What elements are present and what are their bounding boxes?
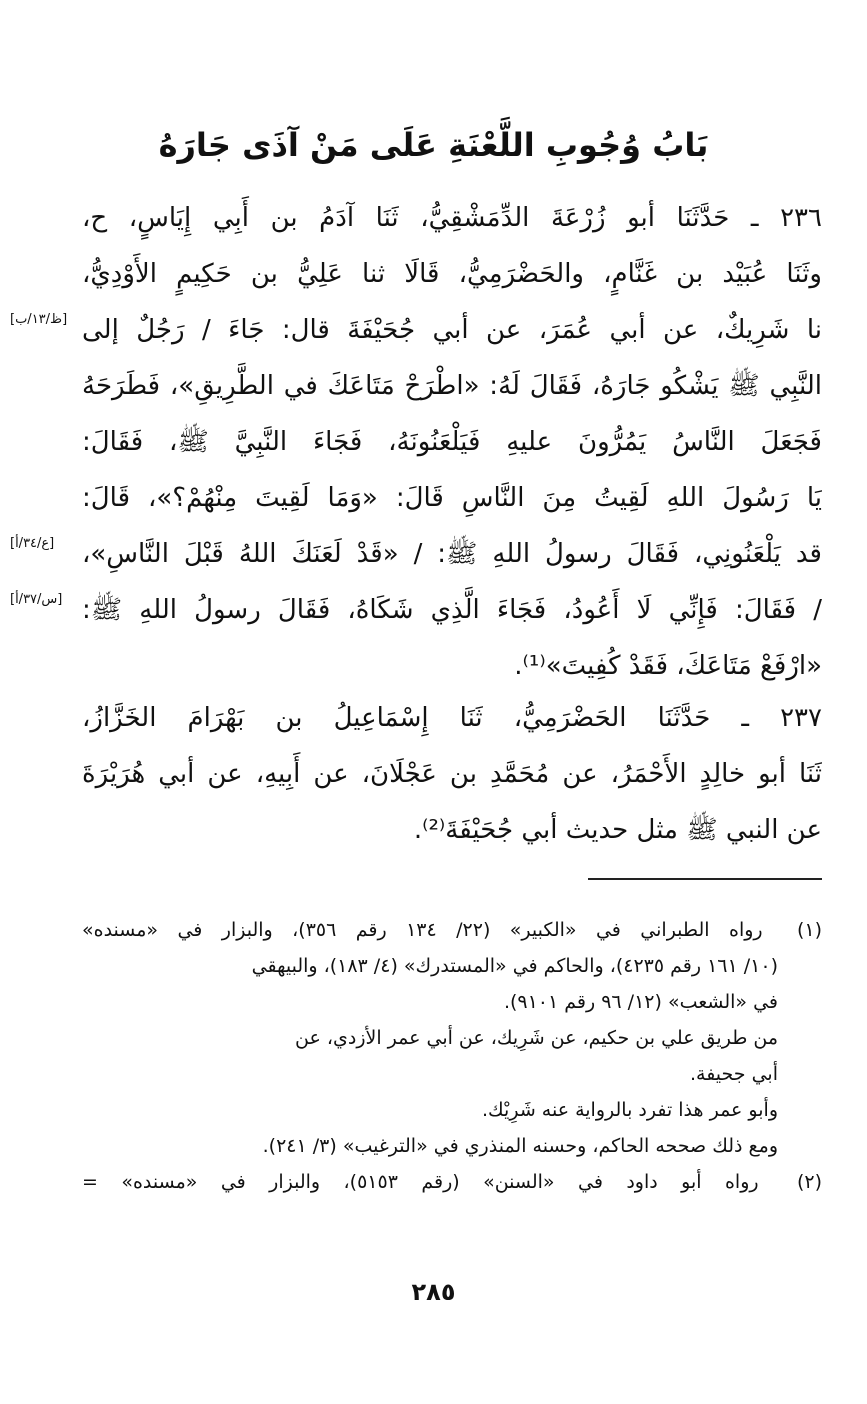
footnote-number: (٢) (796, 1171, 822, 1193)
footnote-separator (588, 878, 822, 880)
footnote-text: رواه أبو داود في «السنن» (رقم ٥١٥٣)، والبزار في «مسنده» = (82, 1171, 759, 1193)
footnote-line: (١٠/ ١٦١ رقم ٤٢٣٥)، والحاكم في «المستدرك» (٤/ ١٨٣)، والبيهقي (251, 955, 778, 977)
margin-reference: [س/٣٧/أ] (10, 592, 63, 607)
footnote-line (82, 912, 822, 948)
footnote-line (82, 1164, 822, 1200)
footnote-text: رواه الطبراني في «الكبير» (٢٢/ ١٣٤ رقم ٣٥٦)، والبزار في «مسنده» (82, 919, 763, 941)
text-line: يَا رَسُولَ اللهِ لَقِيتُ مِنَ النَّاسِ قَالَ: «وَمَا لَقِيتَ مِنْهُمْ؟»، قَالَ: (82, 483, 822, 513)
text-line: ثَنَا أبو خالِدٍ الأَحْمَرُ، عن مُحَمَّدِ بن عَجْلَانَ، عن أَبِيهِ، عن أبي هُرَيْرَةَ (82, 759, 822, 789)
text-line: / فَقَالَ: فَإِنِّي لَا أَعُودُ، فَجَاءَ الَّذِي شَكَاهُ، فَقَالَ رسولُ اللهِ ﷺ: (82, 595, 822, 625)
text-line: قد يَلْعَنُونِي، فَقَالَ رسولُ اللهِ ﷺ: / «قَدْ لَعَنَكَ اللهُ قَبْلَ النَّاسِ»، (82, 539, 822, 569)
text-line: ٢٣٦ ـ حَدَّثَنَا أبو زُرْعَةَ الدِّمَشْقِيُّ، ثَنَا آدَمُ بن أَبِي إِيَاسٍ، ح، (82, 203, 822, 233)
text-line: نا شَرِيكٌ، عن أبي عُمَرَ، عن أبي جُحَيْفَةَ قال: جَاءَ / رَجُلٌ إلى (82, 315, 822, 345)
margin-reference: [ع/٣٤/أ] (10, 536, 55, 551)
margin-reference: [ظ/١٣/ب] (10, 312, 68, 327)
hadith-237 (82, 690, 822, 858)
footnote-line: وأبو عمر هذا تفرد بالرواية عنه شَرِيْك. (482, 1099, 778, 1121)
text-line: ٢٣٧ ـ حَدَّثَنَا الحَضْرَمِيُّ، ثَنَا إِسْمَاعِيلُ بن بَهْرَامَ الخَزَّازُ، (82, 703, 822, 733)
text-line: «ارْفَعْ مَتَاعَكَ، فَقَدْ كُفِيتَ»⁽¹⁾. (514, 651, 822, 681)
footnote-line: في «الشعب» (١٢/ ٩٦ رقم ٩١٠١). (503, 991, 778, 1013)
footnote-line: من طريق علي بن حكيم، عن شَرِيك، عن أبي عمر الأزدي، عن (295, 1027, 778, 1049)
footnotes (82, 912, 822, 1200)
chapter-title: بَابُ وُجُوبِ اللَّعْنَةِ عَلَى مَنْ آذَى جَارَهُ (158, 126, 709, 164)
hadith-236 (82, 190, 822, 694)
text-line: وثَنَا عُبَيْد بن غَنَّامٍ، والحَضْرَمِيُّ، قَالَا ثنا عَلِيُّ بن حَكِيمٍ الأَوْدِيُّ، (82, 259, 822, 289)
text-line: عن النبي ﷺ مثل حديث أبي جُحَيْفَةَ⁽²⁾. (413, 815, 822, 845)
footnote-line: ومع ذلك صححه الحاكم، وحسنه المنذري في «الترغيب» (٣/ ٢٤١). (262, 1135, 778, 1157)
text-line: النَّبِي ﷺ يَشْكُو جَارَهُ، فَقَالَ لَهُ: «اطْرَحْ مَتَاعَكَ في الطَّرِيقِ»، فَطَرَحَهُ (82, 371, 822, 401)
text-line: فَجَعَلَ النَّاسُ يَمُرُّونَ عليهِ فَيَلْعَنُونَهُ، فَجَاءَ النَّبِيَّ ﷺ، فَقَالَ: (82, 427, 822, 457)
page-number: ٢٨٥ (411, 1278, 456, 1306)
footnote-line: أبي جحيفة. (689, 1063, 778, 1085)
footnote-number: (١) (796, 919, 822, 941)
